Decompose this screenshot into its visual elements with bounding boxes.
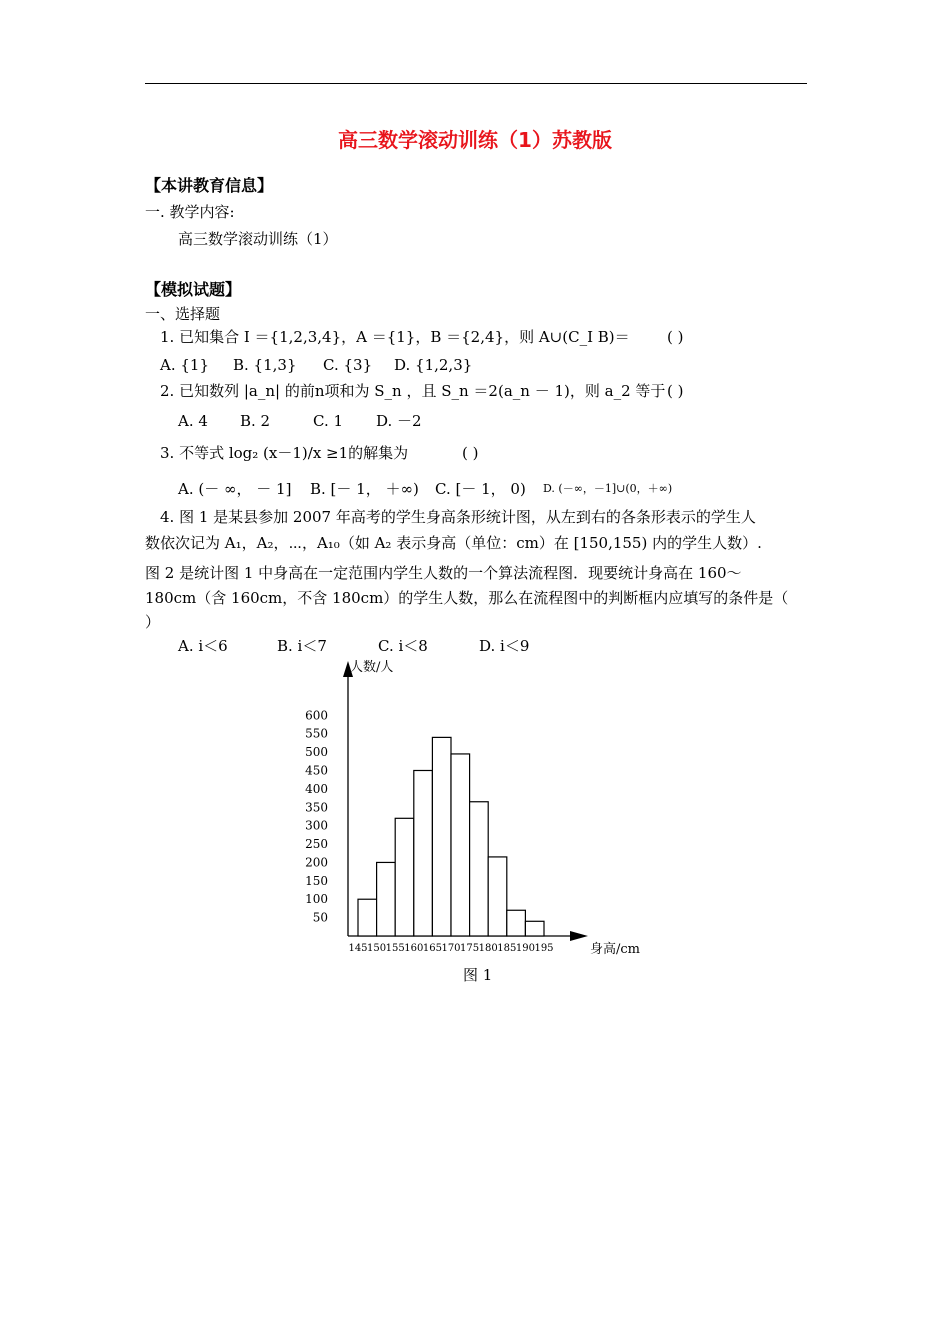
question-1-option-b: B. {1,3} — [233, 356, 297, 374]
x-tick-label: 180 — [478, 943, 498, 954]
x-axis-arrow — [570, 931, 588, 941]
question-1-option-a: A. {1} — [160, 356, 209, 374]
y-tick-label: 550 — [305, 726, 328, 741]
question-2-option-b: B. 2 — [240, 412, 271, 430]
section-heading-info: 【本讲教育信息】 — [145, 176, 274, 195]
question-2-stem: 2. 已知数列 |a_n| 的前n项和为 S_n ，且 S_n ＝2(a_n － 1)，则 a_2 等于 — [160, 382, 666, 400]
question-1-stem: 1. 已知集合 I ＝{1,2,3,4}，A ＝{1}，B ＝{2,4}，则 A∪(C_I B)＝ — [160, 328, 630, 346]
y-tick-label: 350 — [305, 800, 328, 815]
y-tick-label: 50 — [312, 910, 328, 925]
question-3-option-c: C. [－ 1， 0) — [435, 480, 526, 498]
y-tick-label: 250 — [305, 837, 328, 852]
section-item-content: 一. 教学内容: — [145, 203, 235, 221]
x-tick-label: 195 — [534, 943, 554, 954]
y-tick-label: 600 — [305, 708, 328, 723]
histogram-bar — [507, 910, 526, 936]
y-tick-label: 300 — [305, 818, 328, 833]
y-tick-label: 500 — [305, 745, 328, 760]
y-axis-label: 人数/人 — [350, 660, 394, 675]
question-2-option-a: A. 4 — [178, 412, 208, 430]
histogram-bar — [395, 818, 414, 936]
question-3-option-b: B. [－ 1， ＋∞) — [310, 480, 419, 498]
question-3-option-d: D. (－∞，－1]∪(0，＋∞) — [543, 482, 673, 495]
x-tick-label: 175 — [460, 943, 480, 954]
histogram-bar — [432, 737, 451, 936]
x-axis-label: 身高/cm — [590, 942, 640, 957]
question-3-stem: 3. 不等式 log₂ (x－1)/x ≥1的解集为 — [160, 444, 409, 462]
x-tick-label: 190 — [515, 943, 535, 954]
question-4-option-c: C. i＜8 — [378, 637, 428, 655]
x-tick-label: 185 — [497, 943, 517, 954]
y-tick-label: 450 — [305, 763, 328, 778]
page-title: 高三数学滚动训练（1）苏教版 — [338, 128, 612, 152]
question-1-option-c: C. {3} — [323, 356, 373, 374]
question-3-answer-paren: ( ) — [462, 444, 479, 462]
question-2-option-c: C. 1 — [313, 412, 344, 430]
y-tick-label: 100 — [305, 892, 328, 907]
section-content-text: 高三数学滚动训练（1） — [178, 230, 338, 248]
histogram-bar — [451, 754, 470, 936]
x-tick-label: 165 — [422, 943, 442, 954]
x-tick-label: 160 — [404, 943, 424, 954]
histogram-bar — [377, 862, 396, 936]
question-4-line-1: 4. 图 1 是某县参加 2007 年高考的学生身高条形统计图，从左到右的各条形表示的学生人 — [160, 508, 756, 526]
y-tick-label: 150 — [305, 873, 328, 888]
question-1-option-d: D. {1,2,3} — [394, 356, 473, 374]
top-rule — [145, 83, 807, 84]
y-tick-label: 400 — [305, 781, 328, 796]
x-tick-label: 170 — [441, 943, 461, 954]
histogram-bar — [488, 857, 507, 936]
section-item-choice: 一、选择题 — [145, 305, 221, 323]
question-2-option-d: D. －2 — [376, 412, 422, 430]
question-3-option-a: A. (－ ∞， － 1] — [178, 480, 292, 498]
chart-caption: 图 1 — [463, 966, 493, 984]
section-heading-exam: 【模拟试题】 — [145, 280, 242, 299]
height-histogram-chart — [290, 655, 660, 960]
question-2-answer-paren: ( ) — [667, 382, 684, 400]
question-4-option-d: D. i＜9 — [479, 637, 530, 655]
question-1-answer-paren: ( ) — [667, 328, 684, 346]
histogram-bar — [470, 802, 489, 936]
histogram-bar — [414, 770, 433, 936]
question-4-option-a: A. i＜6 — [178, 637, 228, 655]
histogram-bar — [525, 921, 544, 936]
x-tick-label: 155 — [385, 943, 405, 954]
histogram-bar — [358, 899, 377, 936]
question-4-line-3: 图 2 是统计图 1 中身高在一定范围内学生人数的一个算法流程图．现要统计身高在 160～ — [145, 564, 742, 582]
question-4-option-b: B. i＜7 — [277, 637, 327, 655]
x-tick-label: 145 — [348, 943, 368, 954]
question-4-line-2: 数依次记为 A₁，A₂，⋯，A₁₀（如 A₂ 表示身高（单位：cm）在 [150,155) 内的学生人数）. — [145, 534, 762, 552]
question-4-line-5: ） — [145, 613, 161, 631]
y-tick-label: 200 — [305, 855, 328, 870]
question-4-line-4: 180cm（含 160cm，不含 180cm）的学生人数，那么在流程图中的判断框内应填写的条件是（ — [145, 589, 789, 607]
x-tick-label: 150 — [367, 943, 387, 954]
